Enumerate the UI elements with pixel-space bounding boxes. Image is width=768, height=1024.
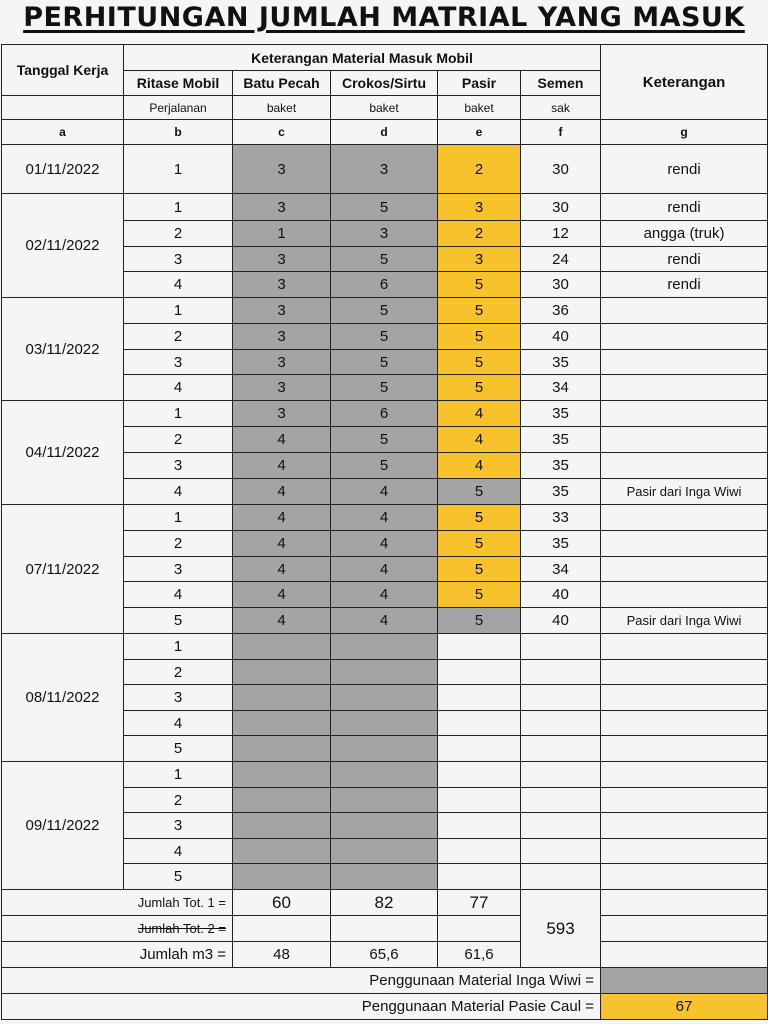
pasir-cell: 2 (438, 221, 521, 247)
crokos-m3: 65,6 (331, 942, 438, 968)
batu-pecah-cell: 4 (233, 557, 331, 582)
ritase-cell: 4 (124, 272, 233, 298)
total-1-label: Jumlah Tot. 1 = (2, 890, 233, 916)
header-ritase: Ritase Mobil (124, 71, 233, 96)
ritase-cell: 1 (124, 762, 233, 788)
batu-pecah-cell: 3 (233, 401, 331, 427)
col-letter-c: c (233, 120, 331, 145)
semen-cell (521, 660, 601, 685)
batu-pecah-cell (233, 660, 331, 685)
batu-pecah-cell: 3 (233, 375, 331, 401)
batu-pecah-cell: 3 (233, 272, 331, 298)
pasir-cell (438, 736, 521, 762)
ritase-cell: 1 (124, 401, 233, 427)
keterangan-cell (601, 660, 768, 685)
ritase-cell: 4 (124, 711, 233, 736)
batu-pecah-cell: 3 (233, 145, 331, 194)
batu-pecah-cell (233, 634, 331, 660)
ritase-cell: 3 (124, 813, 233, 839)
batu-pecah-cell (233, 762, 331, 788)
crokos-cell (331, 660, 438, 685)
crokos-cell: 4 (331, 608, 438, 634)
ritase-cell: 2 (124, 221, 233, 247)
ritase-cell: 3 (124, 557, 233, 582)
pasir-cell: 5 (438, 375, 521, 401)
header-batu-pecah: Batu Pecah (233, 71, 331, 96)
ritase-cell: 4 (124, 839, 233, 864)
semen-cell: 24 (521, 247, 601, 272)
batu-pecah-cell: 4 (233, 427, 331, 453)
semen-cell: 30 (521, 194, 601, 221)
pasir-cell: 3 (438, 194, 521, 221)
batu-pecah-cell (233, 711, 331, 736)
pasir-cell: 4 (438, 427, 521, 453)
ritase-cell: 1 (124, 505, 233, 531)
keterangan-cell (601, 557, 768, 582)
pasir-cell: 4 (438, 401, 521, 427)
usage-pasie-caul-label: Penggunaan Material Pasie Caul = (2, 994, 601, 1020)
ritase-cell: 3 (124, 247, 233, 272)
ritase-cell: 1 (124, 634, 233, 660)
date-cell: 02/11/2022 (2, 194, 124, 298)
semen-cell (521, 685, 601, 711)
batu-pecah-cell (233, 788, 331, 813)
header-tanggal-kerja: Tanggal Kerja (2, 45, 124, 96)
keterangan-cell (601, 736, 768, 762)
crokos-cell: 3 (331, 221, 438, 247)
pasir-cell (438, 788, 521, 813)
semen-cell (521, 813, 601, 839)
batu-pecah-cell: 3 (233, 194, 331, 221)
ritase-cell: 4 (124, 582, 233, 608)
semen-cell: 35 (521, 531, 601, 557)
keterangan-cell (601, 298, 768, 324)
pasir-cell (438, 660, 521, 685)
ritase-cell: 5 (124, 736, 233, 762)
semen-cell: 35 (521, 350, 601, 375)
keterangan-cell: Pasir dari Inga Wiwi (601, 479, 768, 505)
keterangan-cell: Pasir dari Inga Wiwi (601, 608, 768, 634)
crokos-total-1: 82 (331, 890, 438, 916)
batu-pecah-cell: 3 (233, 350, 331, 375)
date-cell: 09/11/2022 (2, 762, 124, 890)
pasir-cell: 5 (438, 505, 521, 531)
keterangan-cell (601, 813, 768, 839)
table-row (2, 634, 768, 660)
crokos-cell: 3 (331, 145, 438, 194)
crokos-cell (331, 813, 438, 839)
unit-ritase: Perjalanan (124, 96, 233, 120)
keterangan-cell (601, 375, 768, 401)
crokos-cell: 4 (331, 557, 438, 582)
header-keterangan: Keterangan (601, 45, 768, 120)
semen-cell: 30 (521, 272, 601, 298)
pasir-cell: 5 (438, 272, 521, 298)
crokos-total-2 (331, 916, 438, 942)
ritase-cell: 4 (124, 375, 233, 401)
batu-total-1: 60 (233, 890, 331, 916)
total-m3-label: Jumlah m3 = (2, 942, 233, 968)
total-m3-note (601, 942, 768, 968)
semen-cell: 30 (521, 145, 601, 194)
unit-crokos: baket (331, 96, 438, 120)
crokos-cell: 5 (331, 350, 438, 375)
unit-blank (2, 96, 124, 120)
date-cell: 08/11/2022 (2, 634, 124, 762)
ritase-cell: 5 (124, 608, 233, 634)
semen-cell: 40 (521, 582, 601, 608)
semen-cell: 35 (521, 401, 601, 427)
keterangan-cell (601, 350, 768, 375)
keterangan-cell: rendi (601, 145, 768, 194)
keterangan-cell (601, 864, 768, 890)
pasir-cell (438, 864, 521, 890)
crokos-cell: 5 (331, 298, 438, 324)
keterangan-cell: angga (truk) (601, 221, 768, 247)
keterangan-cell (601, 788, 768, 813)
ritase-cell: 2 (124, 660, 233, 685)
keterangan-cell (601, 582, 768, 608)
pasir-cell: 5 (438, 324, 521, 350)
ritase-cell: 4 (124, 479, 233, 505)
crokos-cell (331, 762, 438, 788)
crokos-cell: 5 (331, 247, 438, 272)
pasir-m3: 61,6 (438, 942, 521, 968)
batu-m3: 48 (233, 942, 331, 968)
pasir-cell: 5 (438, 479, 521, 505)
keterangan-cell (601, 634, 768, 660)
pasir-cell (438, 711, 521, 736)
ritase-cell: 3 (124, 350, 233, 375)
batu-pecah-cell: 4 (233, 608, 331, 634)
batu-pecah-cell (233, 864, 331, 890)
pasir-cell: 5 (438, 531, 521, 557)
semen-cell (521, 788, 601, 813)
pasir-cell: 5 (438, 608, 521, 634)
header-crokos: Crokos/Sirtu (331, 71, 438, 96)
semen-cell: 35 (521, 427, 601, 453)
pasir-cell (438, 685, 521, 711)
ritase-cell: 3 (124, 453, 233, 479)
pasir-cell: 5 (438, 582, 521, 608)
keterangan-cell (601, 711, 768, 736)
crokos-cell (331, 839, 438, 864)
crokos-cell: 5 (331, 375, 438, 401)
keterangan-cell (601, 427, 768, 453)
keterangan-cell (601, 505, 768, 531)
table-row (2, 401, 768, 427)
usage-inga-wiwi-label: Penggunaan Material Inga Wiwi = (2, 968, 601, 994)
semen-cell: 35 (521, 453, 601, 479)
batu-pecah-cell (233, 685, 331, 711)
date-cell: 03/11/2022 (2, 298, 124, 401)
usage-inga-wiwi-value (601, 968, 768, 994)
material-table (1, 44, 768, 1020)
date-cell: 04/11/2022 (2, 401, 124, 505)
ritase-cell: 2 (124, 427, 233, 453)
pasir-cell (438, 813, 521, 839)
crokos-cell (331, 634, 438, 660)
col-letter-f: f (521, 120, 601, 145)
crokos-cell: 5 (331, 324, 438, 350)
crokos-cell: 4 (331, 531, 438, 557)
semen-cell (521, 839, 601, 864)
batu-pecah-cell (233, 736, 331, 762)
table-row (2, 194, 768, 221)
batu-pecah-cell: 4 (233, 531, 331, 557)
semen-cell: 36 (521, 298, 601, 324)
pasir-cell: 5 (438, 557, 521, 582)
semen-cell: 34 (521, 375, 601, 401)
page-title: PERHITUNGAN JUMLAH MATRIAL YANG MASUK (23, 2, 745, 33)
semen-total: 593 (521, 890, 601, 968)
pasir-cell: 5 (438, 298, 521, 324)
batu-pecah-cell: 1 (233, 221, 331, 247)
semen-cell: 35 (521, 479, 601, 505)
usage-pasie-caul-value: 67 (601, 994, 768, 1020)
batu-pecah-cell: 4 (233, 453, 331, 479)
keterangan-cell (601, 453, 768, 479)
crokos-cell: 6 (331, 401, 438, 427)
pasir-cell (438, 839, 521, 864)
total-2-note (601, 916, 768, 942)
keterangan-cell (601, 839, 768, 864)
semen-cell (521, 762, 601, 788)
crokos-cell: 5 (331, 427, 438, 453)
pasir-cell: 3 (438, 247, 521, 272)
pasir-total-1: 77 (438, 890, 521, 916)
pasir-cell: 2 (438, 145, 521, 194)
batu-pecah-cell: 4 (233, 505, 331, 531)
keterangan-cell (601, 685, 768, 711)
keterangan-cell: rendi (601, 194, 768, 221)
unit-pasir: baket (438, 96, 521, 120)
total-2-label: Jumlah Tot. 2 = (2, 916, 233, 942)
batu-pecah-cell (233, 813, 331, 839)
crokos-cell: 5 (331, 453, 438, 479)
table-row (2, 762, 768, 788)
col-letter-d: d (331, 120, 438, 145)
semen-cell (521, 736, 601, 762)
ritase-cell: 2 (124, 788, 233, 813)
ritase-cell: 2 (124, 324, 233, 350)
keterangan-cell (601, 762, 768, 788)
batu-pecah-cell: 3 (233, 324, 331, 350)
table-row (2, 145, 768, 194)
semen-cell (521, 864, 601, 890)
pasir-total-2 (438, 916, 521, 942)
keterangan-cell (601, 531, 768, 557)
semen-cell: 33 (521, 505, 601, 531)
ritase-cell: 1 (124, 194, 233, 221)
ritase-cell: 3 (124, 685, 233, 711)
ritase-cell: 2 (124, 531, 233, 557)
crokos-cell: 4 (331, 505, 438, 531)
total-1-note (601, 890, 768, 916)
batu-pecah-cell (233, 839, 331, 864)
semen-cell (521, 634, 601, 660)
unit-batu: baket (233, 96, 331, 120)
ritase-cell: 1 (124, 145, 233, 194)
batu-pecah-cell: 4 (233, 582, 331, 608)
ritase-cell: 1 (124, 298, 233, 324)
crokos-cell: 4 (331, 479, 438, 505)
semen-cell (521, 711, 601, 736)
table-row (2, 505, 768, 531)
keterangan-cell (601, 324, 768, 350)
semen-cell: 34 (521, 557, 601, 582)
header-semen: Semen (521, 71, 601, 96)
table-row (2, 298, 768, 324)
col-letter-a: a (2, 120, 124, 145)
pasir-cell (438, 634, 521, 660)
batu-total-2 (233, 916, 331, 942)
keterangan-cell: rendi (601, 247, 768, 272)
crokos-cell (331, 711, 438, 736)
crokos-cell (331, 788, 438, 813)
crokos-cell: 4 (331, 582, 438, 608)
crokos-cell (331, 685, 438, 711)
col-letter-g: g (601, 120, 768, 145)
keterangan-cell: rendi (601, 272, 768, 298)
crokos-cell: 6 (331, 272, 438, 298)
date-cell: 01/11/2022 (2, 145, 124, 194)
pasir-cell (438, 762, 521, 788)
header-pasir: Pasir (438, 71, 521, 96)
keterangan-cell (601, 401, 768, 427)
crokos-cell (331, 736, 438, 762)
semen-cell: 40 (521, 608, 601, 634)
header-keterangan-material: Keterangan Material Masuk Mobil (124, 45, 601, 71)
pasir-cell: 5 (438, 350, 521, 375)
col-letter-e: e (438, 120, 521, 145)
pasir-cell: 4 (438, 453, 521, 479)
crokos-cell (331, 864, 438, 890)
crokos-cell: 5 (331, 194, 438, 221)
ritase-cell: 5 (124, 864, 233, 890)
date-cell: 07/11/2022 (2, 505, 124, 634)
col-letter-b: b (124, 120, 233, 145)
batu-pecah-cell: 3 (233, 247, 331, 272)
batu-pecah-cell: 3 (233, 298, 331, 324)
unit-semen: sak (521, 96, 601, 120)
semen-cell: 12 (521, 221, 601, 247)
batu-pecah-cell: 4 (233, 479, 331, 505)
semen-cell: 40 (521, 324, 601, 350)
